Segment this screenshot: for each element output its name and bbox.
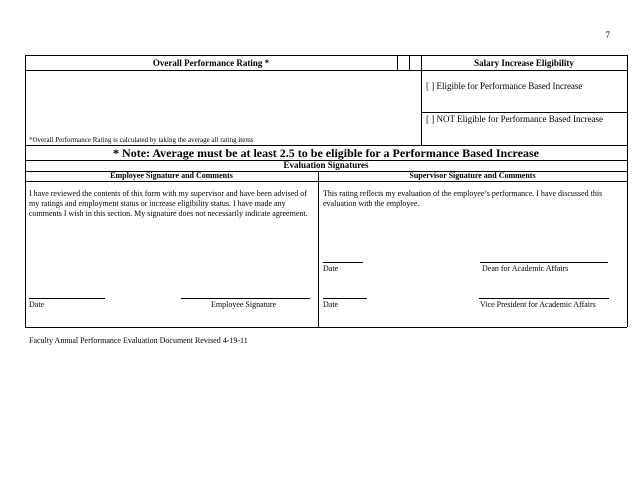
salary-option-divider	[421, 112, 627, 113]
eligibility-note: * Note: Average must be at least 2.5 to be eligible for a Performance Based Increase	[113, 146, 539, 160]
vp-label: Vice President for Academic Affairs	[480, 300, 596, 309]
eligible-checkbox-option[interactable]: [ ] Eligible for Performance Based Increase	[426, 81, 583, 91]
document-footer: Faculty Annual Performance Evaluation Document Revised 4-19-11	[29, 336, 248, 345]
header-row-divider	[25, 70, 627, 71]
supervisor-date-line-2[interactable]	[323, 298, 367, 299]
employee-signature-line[interactable]	[181, 298, 310, 299]
evaluation-signatures-title: Evaluation Signatures	[283, 160, 369, 170]
supervisor-statement: This rating reflects my evaluation of the employee’s performance. I have discussed this evaluation with the employee.	[323, 189, 603, 208]
page-number: 7	[605, 30, 610, 40]
salary-header: Salary Increase Eligibility	[474, 58, 574, 68]
employee-section-header: Employee Signature and Comments	[110, 171, 233, 180]
signature-column-divider	[318, 171, 319, 327]
employee-date-label: Date	[29, 300, 45, 309]
table-top-border	[25, 55, 627, 56]
table-bottom-border	[25, 327, 627, 328]
rating-footnote: *Overall Performance Rating is calculated by taking the average all rating items	[29, 136, 254, 144]
supervisor-section-header: Supervisor Signature and Comments	[409, 171, 536, 180]
dean-label: Dean for Academic Affairs	[482, 264, 569, 273]
vp-signature-line[interactable]	[479, 298, 609, 299]
rating-header: Overall Performance Rating *	[152, 58, 270, 68]
dean-signature-line[interactable]	[480, 262, 608, 263]
supervisor-date-line-1[interactable]	[323, 262, 363, 263]
supervisor-date-label-2: Date	[323, 300, 339, 309]
employee-signature-label: Employee Signature	[211, 300, 277, 309]
employee-statement: I have reviewed the contents of this form with my supervisor and have been advised of my ratings and employment status or increase eligibility status. I have made any comments I wish in this section. My signature does not necessarily indicate agreement.	[29, 189, 308, 218]
supervisor-date-label-1: Date	[323, 264, 339, 273]
column-divider-2	[409, 55, 410, 70]
employee-date-line[interactable]	[29, 298, 105, 299]
table-left-border	[25, 55, 26, 327]
column-divider-1	[397, 55, 398, 70]
sig-header-divider	[25, 181, 627, 182]
not-eligible-checkbox-option[interactable]: [ ] NOT Eligible for Performance Based Increase	[426, 114, 604, 124]
table-right-border	[627, 55, 628, 327]
